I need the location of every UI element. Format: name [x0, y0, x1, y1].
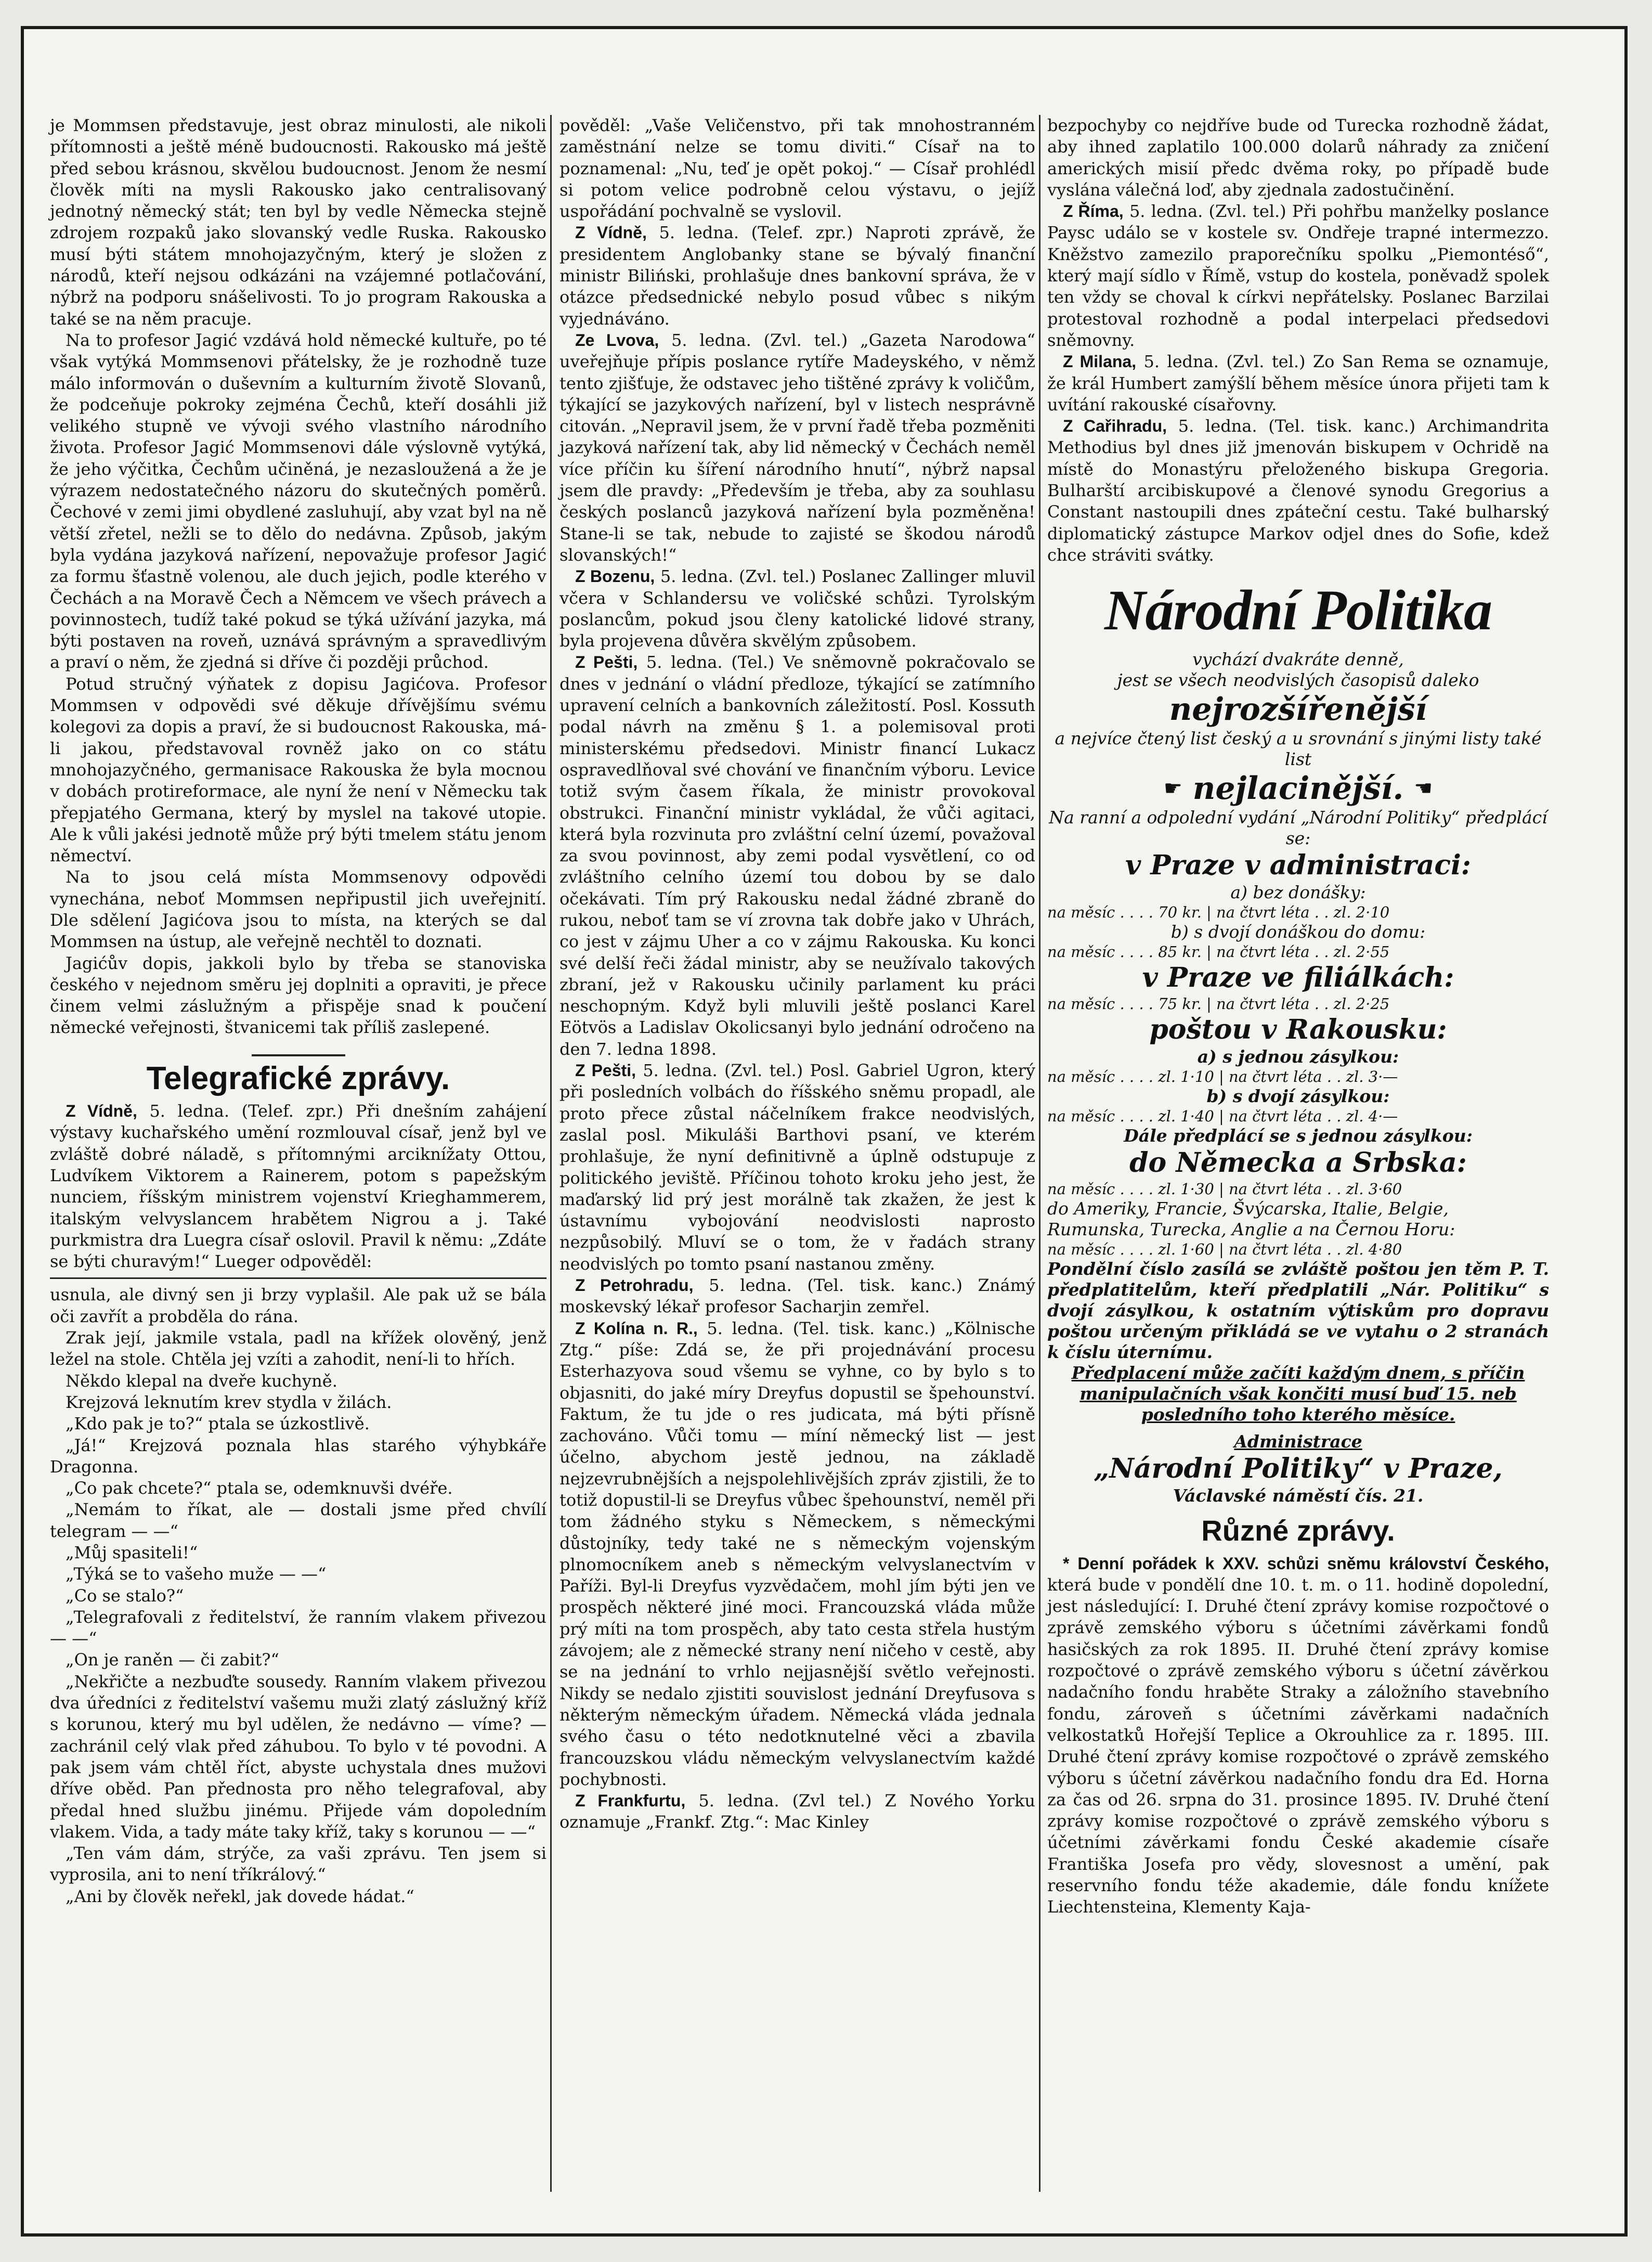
subscription-ad — [1047, 576, 1549, 1506]
news-dateline: Ze Lvova, — [575, 330, 659, 350]
ad-line: vychází dvakráte denně, — [1192, 649, 1404, 670]
ad-price-row: na měsíc . . . . 70 kr. | na čtvrt léta . . zl. 2·10 — [1047, 903, 1390, 922]
ad-headline: nejlacinější. — [1192, 770, 1404, 807]
separator — [252, 1054, 345, 1056]
news-dateline: Z Petrohradu, — [575, 1276, 694, 1295]
news-dateline: Z Vídně, — [66, 1102, 137, 1121]
paragraph: Jagićův dopis, jakkoli bylo by třeba se stanoviska českého v nejednom směru jej doplniti a opraviti, je přece činem velmi záslužným a přispěje snad k poučení německé veřejnosti, štvanicemi tak příliš zaslepené. — [50, 953, 547, 1038]
feuilleton-line: Krejzová leknutím krev stydla v žilách. — [66, 1392, 392, 1412]
feuilleton-line: Zrak její, jakmile vstala, padl na křížek olověný, jenž ležel na stole. Chtěla jej vzíti a zahodit, není-li to hřích. — [50, 1328, 547, 1369]
paragraph: Potud stručný výňatek z dopisu Jagićova. Profesor Mommsen v odpovědi své děkuje dřívějšímu svému kolegovi za dopis a praví, že si budoucnost Rakouska, má-li jakou, představoval rovněž jako on co státu mnohojazyčného, germanisace Rakouska že byla mocnou v dobách protireformace, ale nyní že není v Německu tak přepjatého Germana, který by myslel na takové utopie. Ale k vůli jakési jednotě může prý býti tmelem státu jenom němectví. — [50, 674, 547, 866]
pointing-hand-icon: ☛ — [1163, 776, 1182, 800]
feuilleton-line: „Týká se to vašeho muže — —“ — [66, 1564, 327, 1584]
news-item — [560, 1790, 1035, 1833]
column-2 — [560, 115, 1035, 1833]
column-1 — [50, 115, 547, 1907]
news-item — [1047, 351, 1549, 416]
news-text: 5. ledna. (Zvl. tel.) Posl. Gabriel Ugron, který při posledních volbách do říšského sněmu propadl, ale proto přece zůstal náčelníkem frakce neodvislých, zaslal posl. Mikuláši Barthovi psaní, ve kterém prohlašuje, že nyní definitivně a úplně odstupuje z politického jeviště. Příčinou tohoto kroku jeho jest, že maďarský lid prý jest morálně tak zkažen, že jest k ústavnímu vybojování neodvislosti naprosto nezpůsobilý. Mluví se o tom, že v řadách strany neodvislých po tomto psaní nastanou změny. — [560, 1061, 1036, 1274]
item-title: * Denní pořádek k XXV. schůzi sněmu království Českého, — [1063, 1554, 1549, 1573]
ad-price-row: na měsíc . . . . zl. 1·60 | na čtvrt léta . . zl. 4·80 — [1047, 1240, 1402, 1259]
news-dateline: Z Kolína n. R., — [575, 1319, 698, 1338]
ad-price-row: na měsíc . . . . zl. 1·10 | na čtvrt léta . . zl. 3·— — [1047, 1068, 1398, 1086]
ad-price-row: na měsíc . . . . zl. 1·40 | na čtvrt léta . . zl. 4·— — [1047, 1107, 1398, 1126]
feuilleton-line: „Já!“ Krejzová poznala hlas starého výhybkáře Dragonna. — [50, 1435, 547, 1477]
news-dateline: Z Frankfurtu, — [575, 1791, 686, 1811]
news-item — [560, 1275, 1035, 1318]
news-item — [50, 1101, 547, 1272]
news-item — [1047, 201, 1549, 351]
news-text: která bude v pondělí dne 10. t. m. o 11. hodině dopolední, jest následující: I. Druhé čtení zprávy komise rozpočtové o zprávě zemského výboru s účetními závěrkami fondů hasičských za rok 1895. II. Druhé čtení zprávy komise rozpočtové o zprávě zemského výboru s účetní závěrkou nadačního fondu hraběte Straky a záložního stavebního fondu, zároveň s účetními závěrkami nadačních velkostatků Hořejší Teplice a Okrouhlice za r. 1895. III. Druhé čtení zprávy komise rozpočtové o zprávě zemského výboru s účetní závěrkou nadačního fondu dra Ed. Horna za čas od 26. srpna do 31. prosince 1895. IV. Druhé čtení zprávy komise rozpočtové o zprávě zemského výboru s účetními závěrkami fondu České akademie císaře Františka Josefa pro vědy, slovesnost a umění, pak reservního fondu téže akademie, dále fondu knížete Liechtensteina, Klementy Kaja- — [1047, 1574, 1549, 1917]
ad-section: do Německa a Srbska: — [1129, 1147, 1467, 1179]
pointing-hand-icon: ☚ — [1414, 776, 1433, 800]
news-text: 5. ledna. (Tel. tisk. kanc.) „Kölnische Ztg.“ píše: Zdá se, že při projednávání procesu Esterhazyova soud všemu se vyhne, co by bylo s to objasniti, do jaké míry Dreyfus dopustil se špehounství. Faktum, že tu jde o res judicata, má býti přísně zachováno. Vůči tomu — míní německý list — jest účelno, abychom jestě jednou, na základě nejzevrubnějších a nejspolehlivějších zpráv zjistili, že to totiž dopustil-li se Dreyfus vůbec špehounství, neměl při tom žádného styku s Německem, s německými důstojníky, tedy také ne s německým vojenským plnomocníkem aneb s německým velvyslanectvím v Paříži. Byl-li Dreyfus vyzvědačem, mohl jím býti jen ve prospěch některé jiné moci. Francouzská vláda může prý míti na tom prospěch, aby tato cesta střela hustým závojem; ale z německé strany není ničeho v cestě, aby se na jednání to vrhlo nejjasnější světlo veřejnosti. Nikdy se nedalo zjistiti souvislost jednání Dreyfusova s některým německým úřadem. Německá vláda jednala svého času o této nedotknutelné věci a zbavila francouzskou vládu německým velvyslanectvím každé pochybnosti. — [560, 1318, 1036, 1789]
column-rule — [550, 115, 552, 2192]
ad-line: jest se všech neodvislých časopisů daleko — [1117, 670, 1479, 691]
news-text: 5. ledna. (Telef. zpr.) Naproti zprávě, že presidentem Anglobanky stane se bývalý finanční ministr Biliński, prohlašuje dnes bankovní správa, že v otázce předsednické nebylo posud vůbec s nikým vyjednáváno. — [560, 223, 1036, 329]
news-text: 5. ledna. (Tel.) Ve sněmovně pokračovalo se dnes v jednání o vládní předloze, týkající se zatímního upravení celních a bankovních záležitostí. Posl. Kossuth podal návrh na změnu § 1. a polemisoval proti ministerskému předsedovi. Ministr financí Lukacz ospravedlňoval své chování ve finančním výboru. Levice totiž svým časem říkala, že ministr provokoval obstrukci. Finanční ministr vykládal, že vůči agitaci, která byla rozvinuta pro zvláštní celní území, považoval za svou povinnost, aby zemi podal vysvětlení, co od zvláštního celního území tou dobou by se dalo očekávati. Tím prý Rakousku nedal žádné zbraně do rukou, neboť tam se ví zrovna tak dobře jako v Uhrách, co jest v zájmu Uher a co v zájmu Rakouska. Ku konci své delší řeči žádal ministr, aby se neužívalo takových zbraní, jež v Rakousku učinily parlament ku práci neschopným. Když byli mluvili ještě poslanci Karel Eötvös a Ladislav Okolicsanyi bylo jednání odročeno na den 7. ledna 1898. — [560, 652, 1036, 1059]
ad-line: Administrace — [1234, 1431, 1362, 1452]
column-rule — [1039, 115, 1040, 2192]
section-heading: Různé zprávy. — [1201, 1514, 1395, 1547]
newspaper-page — [21, 26, 1628, 2237]
news-text: 5. ledna. (Zvl. tel.) Zo San Rema se oznamuje, že král Humbert zamýšlí během měsíce února přijeti tam k uvítání rakouské císařovny. — [1047, 352, 1550, 415]
ad-line: posledního toho kterého měsíce. — [1141, 1404, 1455, 1425]
column-3 — [1047, 115, 1549, 1918]
ad-headline: nejrozšířenější — [1169, 691, 1427, 728]
feuilleton-rule — [50, 1277, 547, 1279]
ad-line: a nejvíce čtený list český a u srovnání s jinými listy také list — [1055, 728, 1542, 770]
news-text: 5. ledna. (Zvl tel.) Z Nového Yorku oznamuje „Frankf. Ztg.“: Mac Kinley — [560, 1791, 1036, 1832]
feuilleton-line: „On je raněn — či zabit?“ — [66, 1650, 279, 1670]
ad-section: poštou v Rakousku: — [1149, 1014, 1447, 1046]
paragraph: Na to profesor Jagić vzdává hold německé kultuře, po té však vytýká Mommsenovi přátelsky, že je rozhodně tuze málo informován o duševním a kulturním životě Slovanů, že podceňuje pokroky zejména Čechů, kteří dosáhli již velikého stupně ve vývoji svého vlastního národního života. Profesor Jagić Mommsenovi dále výslovně vytýká, že jeho výčitka, Čechům učiněná, je nezasloužená a že je výrazem nedostatečného názoru do skutečných poměrů. Čechové v zemi jimi obydlené zasluhují, aby vzat byl na ně větší zřetel, nežli se to dělo do nedávna. Způsob, jakým byla vydána jazyková nařízení, nepovažuje profesor Jagić za formu šťastně volenou, ale duch jejich, podle kterého v Čechách a na Moravě Čech a Němcem ve všech právech a povinnostech, tudíž také pokud se týká užívání jazyka, má býti postaven na roveň, uznává správným a spravedlivým a praví o něm, že zjedná si dříve či později průchod. — [50, 330, 547, 673]
ad-section: v Praze v administraci: — [1125, 849, 1471, 882]
ad-line: do Ameriky, Francie, Švýcarska, Italie, Belgie, Rumunska, Turecka, Anglie a na Černou Horu: — [1047, 1198, 1455, 1240]
ad-line: Václavské náměstí čís. 21. — [1173, 1485, 1424, 1506]
news-dateline: Z Vídně, — [575, 223, 647, 242]
news-item — [560, 1060, 1035, 1275]
ad-address: „Národní Politiky“ v Praze, — [1094, 1453, 1503, 1485]
feuilleton-line: Někdo klepal na dveře kuchyně. — [66, 1371, 337, 1391]
ad-price-row: na měsíc . . . . zl. 1·30 | na čtvrt léta . . zl. 3·60 — [1047, 1180, 1402, 1198]
news-item — [1047, 1553, 1549, 1918]
paragraph: Na to jsou celá místa Mommsenovy odpovědi vynechána, neboť Mommsen nepřipustil jich uveřejnití. Dle sdělení Jagićova jsou to místa, na kterých se dal Mommsen na ústup, ale veřejně nechtěl to doznati. — [50, 867, 547, 952]
news-dateline: Z Pešti, — [575, 1061, 636, 1080]
ad-line: Předplacení může začíti každým dnem, s příčin — [1071, 1363, 1525, 1384]
news-dateline: Z Říma, — [1063, 202, 1124, 221]
news-dateline: Z Milana, — [1063, 352, 1137, 371]
paragraph: bezpochyby co nejdříve bude od Turecka rozhodně žádat, aby ihned zaplatilo 100.000 dolarů náhrady za zničení amerických misií předc dvěma roky, po případě bude vyslána válečná loď, aby zjednala zadostučinění. — [1047, 115, 1549, 200]
news-dateline: Z Cařihradu, — [1063, 417, 1167, 436]
section-heading: Telegrafické zprávy. — [146, 1060, 450, 1096]
ad-masthead: Národní Politika — [1104, 578, 1492, 642]
news-text: 5. ledna. (Telef. zpr.) Při dnešním zahájení výstavy kuchařského umění rozmlouval císař, jenž byl ve zvláště dobré náladě, s přítomnými arciknížaty Ottou, Ludvíkem Viktorem a Rainerem, potom s papežským nunciem, říšským ministrem vojenství Krieghammerem, italským velvyslancem hrabětem Nigrou a j. Také purkmistra dra Luegra císař oslovil. Pravil k němu: „Zdáte se býti churavým!“ Lueger odpověděl: — [50, 1101, 547, 1272]
feuilleton-line: „Ani by člověk neřekl, jak dovede hádat.“ — [66, 1886, 414, 1906]
news-text: 5. ledna. (Tel. tisk. kanc.) Známý moskevský lékař profesor Sacharjin zemřel. — [560, 1275, 1036, 1317]
news-text: 5. ledna. (Zvl. tel.) Poslanec Zallinger mluvil včera v Schlandersu ve voličské schůzi. Tyrolským poslancům, pokud jsou členy katolické lidové strany, byla projevena důvěra skvělým způsobem. — [560, 566, 1036, 651]
ad-line: manipulačních však končiti musí buď 15. neb — [1079, 1384, 1517, 1404]
ad-subsection: a) bez donášky: — [1230, 882, 1366, 903]
paragraph: je Mommsen představuje, jest obraz minulosti, ale nikoli přítomnosti a ještě méně budoucnosti. Rakousko má ještě před sebou krásnou, skvělou budoucnost. Jenom že nesmí člověk míti na mysli Rakousko jako centralisovaný jednotný německý stát; ten byl by vedle Německa stejně zdrojem rozpaků jako slovanský vedle Ruska. Rakousko musí býti státem mnohojazyčným, který je složen z národů, kteří nejsou odkázáni na vzájemné potlačování, nýbrž na podporu snášelivosti. To jo program Rakouska a také se na něm pracuje. — [50, 115, 547, 329]
news-item — [560, 222, 1035, 329]
news-item — [560, 652, 1035, 1060]
news-text: 5. ledna. (Tel. tisk. kanc.) Archimandrita Methodius byl dnes již jmenován biskupem v Ochridě na místě do Monastýru přeloženého biskupa Gregoria. Bulharští arcibiskupové a členové synodu Gregorius a Constant nastoupili dnes zpáteční cestu. Také bulharský diplomatický zástupce Markov odjel dnes do Sofie, kdež chce stráviti svátky. — [1047, 416, 1550, 565]
feuilleton-line: „Nekřičte a nezbuďte sousedy. Ranním vlakem přivezou dva úředníci z ředitelství vašemu muži zlatý záslužný kříž s korunou, který mu byl udělen, že nedávno — víme? — zachránil celý vlak před záhubou. To bylo v té povodni. A pak jsem vám chtěl říct, abyste uchystala dnes mužovi dříve oběd. Pan přednosta pro něho telegrafoval, aby předal hned službu jinému. Přijede vám dopoledním vlakem. Vida, a tady máte taky kříž, taky s korunou — —“ — [50, 1671, 547, 1842]
feuilleton-line: „Co se stalo?“ — [66, 1585, 184, 1606]
feuilleton-line: usnula, ale divný sen ji brzy vyplašil. Ale pak už se bála oči zavřít a probděla do rána. — [50, 1285, 547, 1326]
feuilleton-line: „Co pak chcete?“ ptala se, odemknuvši dvéře. — [66, 1478, 453, 1498]
feuilleton-line: „Ten vám dám, strýče, za vaši zprávu. Ten jsem si vyprosila, ani to není tříkrálový.“ — [50, 1843, 547, 1885]
ad-cheapest — [1047, 770, 1549, 807]
news-dateline: Z Pešti, — [575, 653, 638, 672]
ad-price-row: na měsíc . . . . 75 kr. | na čtvrt léta . . zl. 2·25 — [1047, 995, 1390, 1013]
paragraph: pověděl: „Vaše Veličenstvo, při tak mnohostranném zaměstnání nelze se tomu diviti.“ Císař na to poznamenal: „Nu, teď je opět pokoj.“ — Císař prohlédl si potom velice podrobně celou výstavu, o jejíž uspořádání pochvalně se vyslovil. — [560, 115, 1035, 222]
feuilleton-line: „Můj spasiteli!“ — [66, 1543, 198, 1562]
ad-price-row: na měsíc . . . . 85 kr. | na čtvrt léta . . zl. 2·55 — [1047, 943, 1390, 961]
news-text: 5. ledna. (Zvl. tel.) Při pohřbu manželky poslance Paysc událo se v kostele sv. Ondřeje trapné intermezzo. Kněžstvo zamezilo praporečníku spolku „Piemontéső“, který mají sídlo v Římě, vstup do kostela, poněvadž spolek ten vždy se choval k církvi nepřátelsky. Poslanec Barzilai protestoval rozhodně a podal interpelaci předsedovi sněmovny. — [1047, 201, 1550, 350]
ad-line: Na ranní a odpolední vydání „Národní Politiky“ předplácí se: — [1049, 807, 1547, 849]
news-item — [1047, 416, 1549, 566]
news-item — [560, 1318, 1035, 1791]
ad-section: v Praze ve filiálkách: — [1142, 962, 1454, 994]
news-item — [560, 566, 1035, 652]
news-dateline: Z Bozenu, — [575, 567, 655, 586]
news-text: 5. ledna. (Zvl. tel.) „Gazeta Narodowa“ uveřejňuje přípis poslance rytíře Madeyského, v němž tento zjišťuje, že odstavec jeho tištěné zprávy k voličům, týkající se jazykových nařízení, byl v listech nesprávně citován. „Nepravil jsem, že v první řadě třeba pozměniti jazyková nařízení tak, aby lid německý v Čechách neměl více příčin ku šíření národního hnutí“, nýbrž napsal jsem dle pravdy: „Především je třeba, aby za souhlasu českých poslanců jazyková nařízení byla pozměněna! Stane-li se tak, nebude to zajisté se škodou národů slovanských!“ — [560, 330, 1036, 565]
ad-line: Pondělní číslo zasílá se zvláště poštou jen těm P. T. předplatitelům, kteří předplatili „Nár. Politiku“ s dvojí zásylkou, k ostatním výtiskům pro dopravu poštou určeným přikládá se ve vytahu o 2 stranách k číslu úternímu. — [1047, 1259, 1549, 1363]
news-item — [560, 330, 1035, 566]
ad-subsection: b) s dvojí donáškou do domu: — [1170, 922, 1426, 942]
feuilleton-line: „Telegrafovali z ředitelství, že ranním vlakem přivezou — —“ — [50, 1607, 547, 1649]
feuilleton-line: „Nemám to říkat, ale — dostali jsme před chvílí telegram — —“ — [50, 1500, 547, 1541]
feuilleton-line: „Kdo pak je to?“ ptala se úzkostlivě. — [66, 1414, 370, 1434]
ad-subsection: a) s jednou zásylkou: — [1197, 1046, 1399, 1067]
ad-line: Dále předplácí se s jednou zásylkou: — [1124, 1126, 1473, 1146]
ad-subsection: b) s dvojí zásylkou: — [1206, 1086, 1390, 1107]
